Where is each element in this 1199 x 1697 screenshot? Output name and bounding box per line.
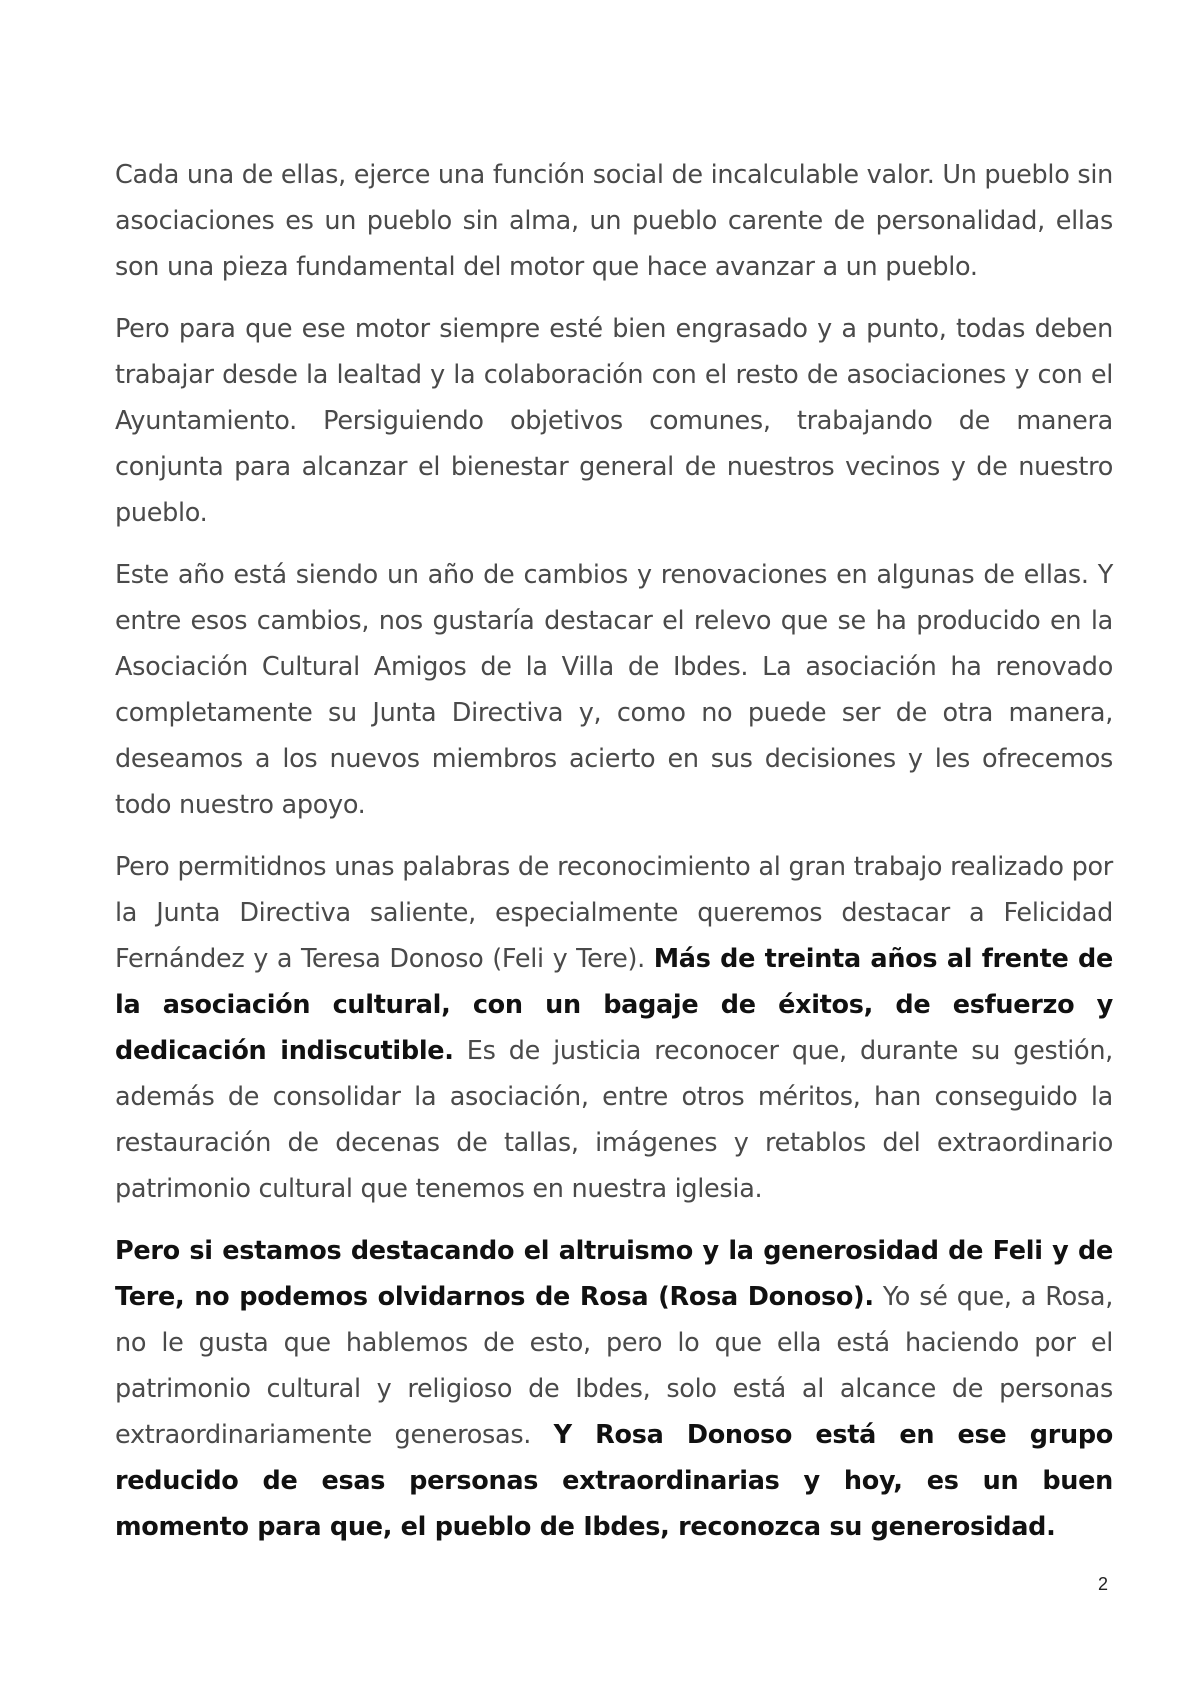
paragraph-text: Pero permitidnos unas palabras de reconocimiento al gran trabajo realizado por la Junta Directiva saliente, especialmente queremos destacar a Felicidad Fernández y a Teresa Donoso (Feli y Tere). — [115, 852, 1113, 974]
paragraph-text: Cada una de ellas, ejerce una función social de incalculable valor. Un pueblo sin asociaciones es un pueblo sin alma, un pueblo carente de personalidad, ellas son una pieza fundamental del motor que hace avanzar a un pueblo. — [115, 160, 1113, 282]
page-number: 2 — [1098, 1574, 1109, 1594]
paragraph-emphasis: Pero si estamos destacando el altruismo y la generosidad de Feli y de Tere, no podemos olvidarnos de Rosa (Rosa Donoso). — [115, 1236, 1113, 1312]
paragraph-1 — [115, 152, 1113, 290]
paragraph-emphasis: Y Rosa Donoso está en ese grupo reducido de esas personas extraordinarias y hoy, es un buen momento para que, el pueblo de Ibdes, reconozca su generosidad. — [115, 1420, 1114, 1542]
paragraph-4 — [115, 844, 1113, 1212]
paragraph-text: Yo sé que, a Rosa, no le gusta que hablemos de esto, pero lo que ella está haciendo por el patrimonio cultural y religioso de Ibdes, solo está al alcance de personas extraordinariamente generosas. — [115, 1282, 1113, 1450]
paragraph-3 — [115, 552, 1113, 828]
paragraph-emphasis: Más de treinta años al frente de la asociación cultural, con un bagaje de éxitos, de esfuerzo y dedicación indiscutible. — [115, 944, 1114, 1066]
paragraph-5 — [115, 1228, 1113, 1550]
paragraph-text: Pero para que ese motor siempre esté bien engrasado y a punto, todas deben trabajar desde la lealtad y la colaboración con el resto de asociaciones y con el Ayuntamiento. Persiguiendo objetivos comunes, trabajando de manera conjunta para alcanzar el bienestar general de nuestros vecinos y de nuestro pueblo. — [115, 314, 1113, 528]
document-body — [115, 152, 1113, 1566]
paragraph-text: Este año está siendo un año de cambios y renovaciones en algunas de ellas. Y entre esos cambios, nos gustaría destacar el relevo que se ha producido en la Asociación Cultural Amigos de la Villa de Ibdes. La asociación ha renovado completamente su Junta Directiva y, como no puede ser de otra manera, deseamos a los nuevos miembros acierto en sus decisiones y les ofrecemos todo nuestro apoyo. — [115, 560, 1113, 820]
paragraph-2 — [115, 306, 1113, 536]
paragraph-text: Es de justicia reconocer que, durante su gestión, además de consolidar la asociación, entre otros méritos, han conseguido la restauración de decenas de tallas, imágenes y retablos del extraordinario patrimonio cultural que tenemos en nuestra iglesia. — [115, 1036, 1113, 1204]
